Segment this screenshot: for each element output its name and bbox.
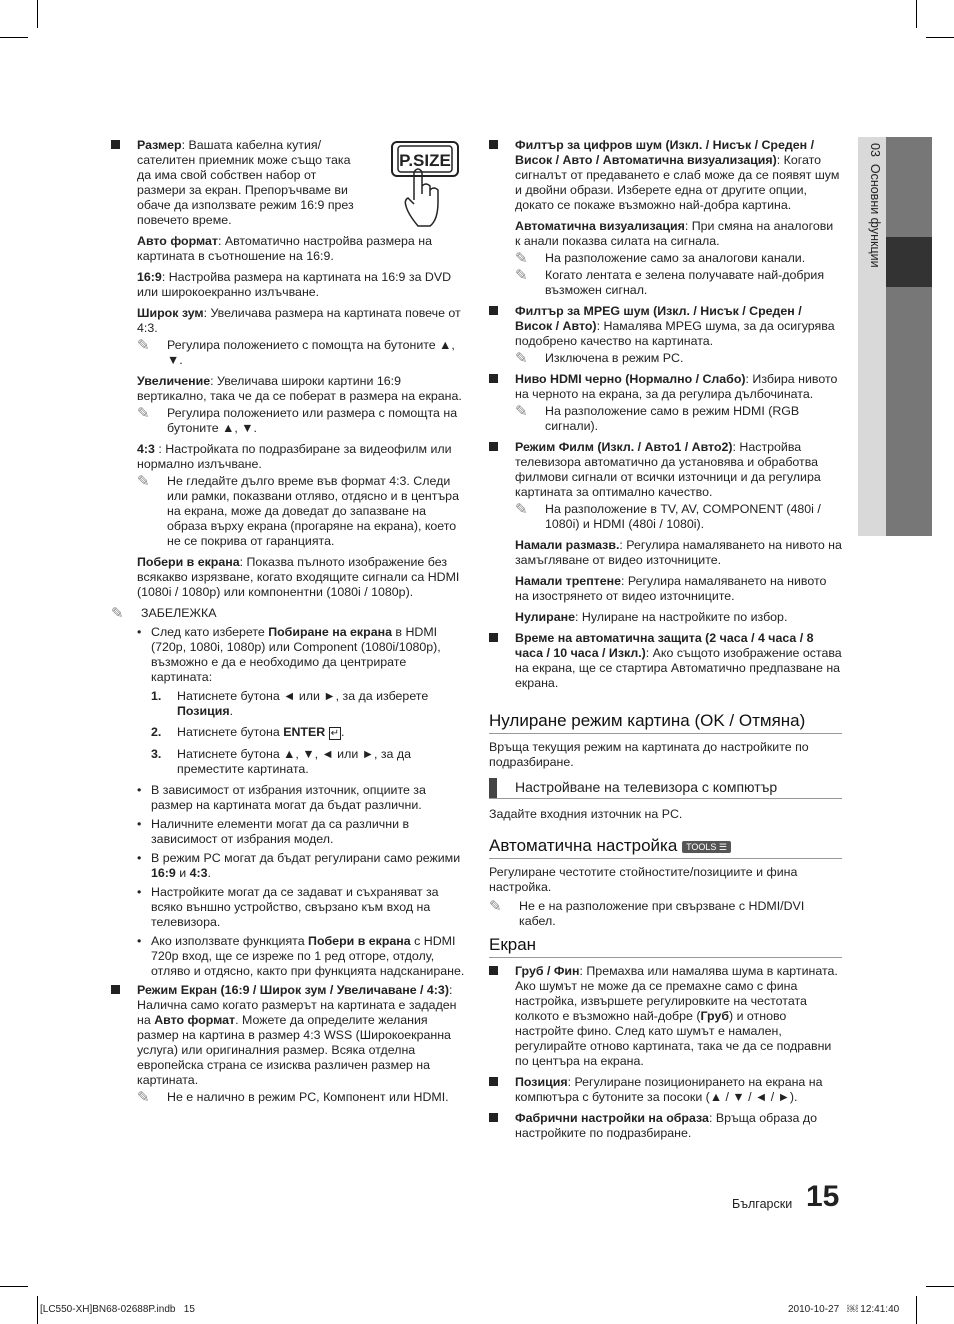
bullet-icon (489, 374, 498, 383)
page-number: 15 (806, 1180, 840, 1213)
left-column (111, 138, 465, 1111)
list-item-filtar: Филтър за цифров шум (Изкл. / Нисък / Среден / Висок / Авто / Автоматична визуализация): Когато сигналът от предаването е слаб може да се появят шум и двойни образи. Изберете една от другите опции, докато се покаже възможно най-добра картина. (489, 138, 842, 213)
paragraph: Задайте входния източник на PC. (489, 807, 683, 821)
right-column (489, 138, 842, 1147)
footer-language: Български (732, 1197, 793, 1211)
list-item-fabr: Фабрични настройки на образа: Връща образа до настройките по подразбиране. (489, 1111, 842, 1141)
enter-icon: ↵ (330, 728, 340, 739)
paragraph: Намали трептене: Регулира намаляването на нивото на изострянето от видео източниците. (515, 574, 827, 603)
note: ✎ На разположение в TV, AV, COMPONENT (480i / 1080i) и HDMI (480i / 1080i). (515, 501, 821, 531)
psize-label: P.SIZE (399, 151, 451, 170)
note-icon: ✎ (489, 898, 502, 915)
side-tab (858, 137, 932, 536)
note-icon: ✎ (137, 473, 150, 490)
note: ✎ Регулира положението с помощта на бутоните ▲, ▼. (137, 337, 455, 367)
bullet-icon (489, 1077, 498, 1086)
bullet-icon (489, 306, 498, 315)
print-date: 2010-10-27 ￼ 12:41:40 (788, 1304, 900, 1315)
note-icon: ✎ (515, 267, 528, 284)
bullet-icon (111, 985, 120, 994)
paragraph: Автоматична визуализация: При смяна на аналогови к анали показва силата на сигнала. (515, 219, 834, 248)
note-icon: ✎ (137, 337, 150, 354)
side-tab-label: 03 Основни функции (868, 143, 882, 268)
step: 1. Натиснете бутона ◄ или ►, за да изберете Позиция. (151, 689, 429, 718)
list-item: • В режим PC могат да бъдат регулирани само режими 16:9 и 4:3. (137, 851, 461, 880)
list-item-grub: Груб / Фин: Премахва или намалява шума в картината. Ако шумът не може да се премахне само с фина настройка, извършете регулировките на честотата колкото е възможно най-добре (Груб) и отново настройте фино. След като шумът е намален, регулирайте отново картината, така че да се подравни по центъра на екрана. (489, 964, 842, 1069)
bullet-icon (489, 633, 498, 642)
note: ✎ Когато лентата е зелена получавате най-добрия възможен сигнал. (515, 267, 825, 297)
note-icon: ✎ (515, 250, 528, 267)
list-item-pozicia: Позиция: Регулиране позиционирането на екрана на компютъра с бутоните за посоки (▲ / ▼ / ◄ / ►). (489, 1075, 842, 1105)
note-icon: ✎ (137, 1089, 150, 1106)
note: ✎ Не е налично в режим PC, Компонент или HDMI. (137, 1089, 449, 1106)
note-icon: ✎ (515, 403, 528, 420)
paragraph: Намали размазв.: Регулира намаляването на нивото на замъгляване от видео източниците. (515, 538, 842, 567)
list-item-razmer (111, 138, 465, 228)
paragraph: Нулиране: Нулиране на настройките по избор. (515, 610, 788, 624)
paragraph: Побери в екрана: Показва пълното изображение без всякакво изрязване, когато входящите сигнали са HDMI (1080i / 1080p) или компонентни (1080i / 1080p). (137, 555, 460, 599)
note-icon: ✎ (111, 605, 124, 622)
heading-bar (489, 778, 497, 798)
note: ✎ Регулира положението или размера с помощта на бутоните ▲, ▼. (137, 405, 458, 435)
list-item-film: Режим Филм (Изкл. / Авто1 / Авто2): Настройва телевизора автоматично да установява и обработва филмови сигнали от всички източници и да регулира картината за оптимално качество. (489, 440, 842, 500)
paragraph: Увеличение: Увеличава широки картини 16:9 вертикално, така че да се поберат в размера на екрана. (137, 374, 462, 403)
paragraph: 16:9: Настройва размера на картината на 16:9 за DVD или широкоекранно излъчване. (137, 270, 452, 299)
bullet-icon (489, 966, 498, 975)
text: : Вашата кабелна кутия/ сателитен приемник може също така да има свой собствен набор от размери за екран. Препоръчваме ви обаче да използвате режим 16:9 през повечето време. (137, 138, 354, 227)
note-icon: ✎ (515, 501, 528, 518)
bullet-icon (111, 140, 120, 149)
note: ✎ Изключена в режим PC. (515, 350, 684, 367)
step: 2. Натиснете бутона ENTER ↵ . (151, 725, 345, 739)
list-item-vreme: Време на автоматична защита (2 часа / 4 часа / 8 часа / 10 часа / Изкл.): Ако същото изображение остава на екрана, ще се стартира Автоматично предпазване на екрана. (489, 631, 842, 691)
list-item: • Ако използвате функцията Побери в екрана с HDMI 720p вход, ще се изреже по 1 ред отгоре, отдолу, отляво и отдясно, както при функцията надсканиране. (137, 934, 465, 978)
paragraph: Авто формат: Автоматично настройва размера на картината в съотношение на 16:9. (137, 234, 432, 263)
step: 3. Натиснете бутона ▲, ▼, ◄ или ►, за да преместите картината. (151, 747, 411, 776)
subsection-heading-pc: Настройване на телевизора с компютър (489, 778, 842, 799)
bullet-icon (489, 1113, 498, 1122)
section-heading-reset: Нулиране режим картина (OK / Отмяна) (489, 711, 842, 734)
section-heading-auto: Автоматична настройка TOOLS ☰ (489, 836, 842, 859)
term: Размер (137, 138, 182, 152)
note: ✎ На разположение само за аналогови канали. (515, 250, 806, 267)
list-item: • Наличните елементи могат да са различни в зависимост от избрания модел. (137, 817, 410, 846)
bullet-icon (489, 140, 498, 149)
paragraph: Регулиране честотите стойностите/позициите и фина настройка. (489, 865, 798, 894)
paragraph: 4:3 : Настройката по подразбиране за видеофилм или нормално излъчване. (137, 442, 452, 471)
note: ✎ Не гледайте дълго време във формат 4:3. Следи или рамки, показвани отляво, отдясно и в центъра на екрана, може да доведат до запазване на образа върху екрана (прогаряне на екрана), което не се покрива от гаранцията. (137, 473, 459, 548)
list-item-hdmi: Ниво HDMI черно (Нормално / Слабо): Избира нивото на черното на екрана, за да регулира дълбочината. (489, 372, 842, 402)
note-icon: ✎ (515, 350, 528, 367)
list-item-rejim-ekran: Режим Екран (16:9 / Широк зум / Увеличаване / 4:3): Налична само когато размерът на картината е зададен на Авто формат. Можете да определите желания размер на картина в размер 4:3 WSS (Широкоекранна услуга) или оригиналния размер. Всяка отделна европейска страна се изисква различен размер на картината. (111, 983, 465, 1088)
list-item-mpeg: Филтър за MPEG шум (Изкл. / Нисък / Среден / Висок / Авто): Намалява MPEG шума, за да осигурява подобрено качество на картината. (489, 304, 842, 349)
paragraph: Широк зум: Увеличава размера на картината повече от 4:3. (137, 306, 461, 335)
note-icon: ✎ (137, 405, 150, 422)
note: ✎ Не е на разположение при свързване с HDMI/DVI кабел. (489, 898, 805, 928)
note: ✎ На разположение само в режим HDMI (RGB сигнали). (515, 403, 800, 433)
print-file-info: [LC550-XH]BN68-02688P.indb 15 (40, 1304, 195, 1315)
bullet-icon (489, 442, 498, 451)
list-item: • След като изберете Побиране на екрана в HDMI (720p, 1080i, 1080p) или Component (1080i/1080p), възможно е да е необходимо да центрирате картината: (137, 625, 441, 684)
note-heading: ✎ ЗАБЕЛЕЖКА (111, 605, 217, 622)
list-item: • Настройките могат да се задават и съхраняват за всяко външно устройство, свързано към вход на телевизора. (137, 885, 439, 929)
paragraph: Връща текущия режим на картината до настройките по подразбиране. (489, 740, 809, 769)
list-item: • В зависимост от избрания източник, опциите за размер на картината могат да бъдат различни. (137, 783, 426, 812)
section-heading-ekran: Екран (489, 935, 842, 958)
tools-icon: TOOLS ☰ (682, 841, 731, 853)
